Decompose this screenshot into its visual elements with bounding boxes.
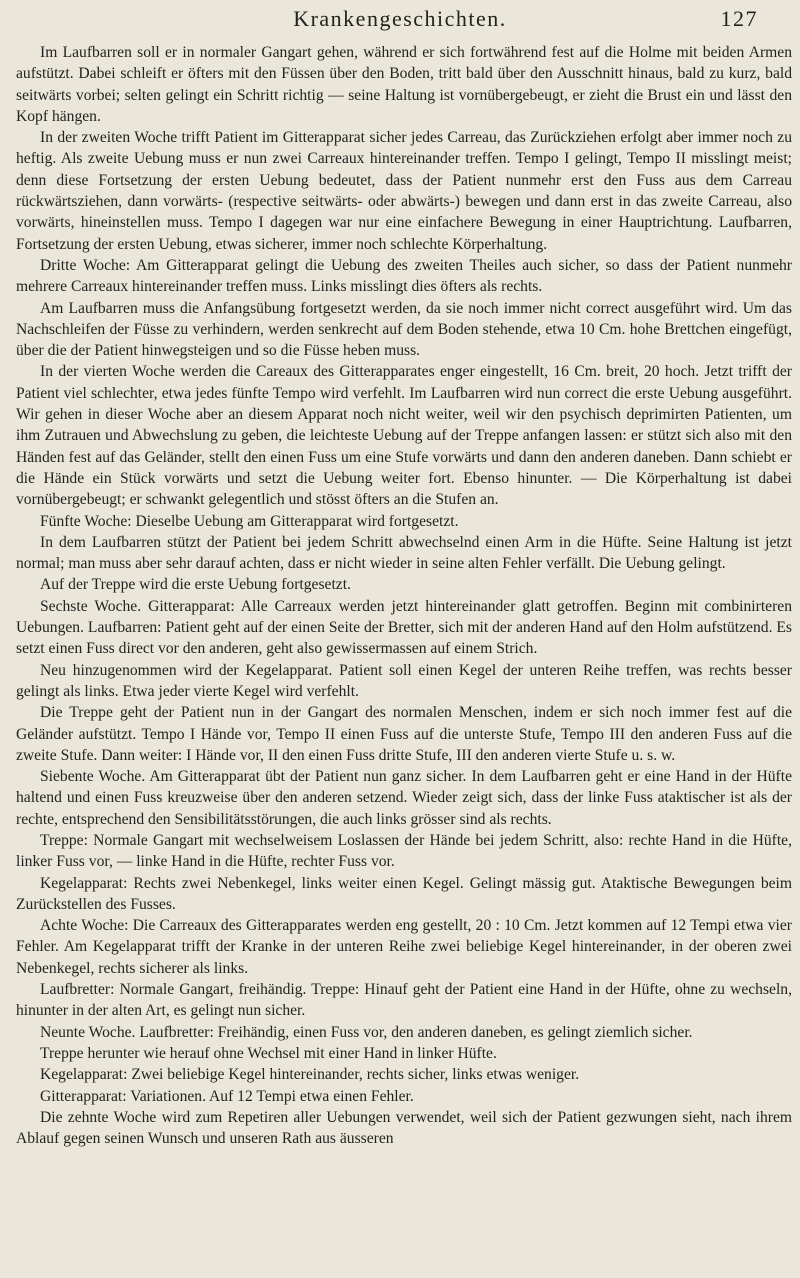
paragraph: Achte Woche: Die Carreaux des Gitterapparates werden eng gestellt, 20 : 10 Cm. Jetzt kommen auf 12 Tempi etwa vier Fehler. Am Kegelapparat trifft der Kranke in der unteren Reihe zwei beliebige Kegel hintereinander, in der oberen zwei Nebenkegel, rechts sicherer als links. <box>16 917 792 977</box>
paragraph: Sechste Woche. Gitterapparat: Alle Carreaux werden jetzt hintereinander glatt getroffen. Beginn mit combinirteren Uebungen. Laufbarren: Patient geht auf der einen Seite der Bretter, sich mit der anderen Hand auf den Holm aufstützend. Es setzt einen Fuss direct vor den anderen, geht also gewissermassen auf einem Strich. <box>16 597 792 658</box>
paragraph: Neu hinzugenommen wird der Kegelapparat. Patient soll einen Kegel der unteren Reihe treffen, was rechts besser gelingt als links. Etwa jeder vierte Kegel wird verfehlt. <box>16 661 792 700</box>
running-header <box>0 6 800 34</box>
paragraph: In der zweiten Woche trifft Patient im Gitterapparat sicher jedes Carreau, das Zurückziehen erfolgt aber immer noch zu heftig. Als zweite Uebung muss er nun zwei Carreaux hintereinander treffen. Tempo I gelingt, Tempo II misslingt meist; denn diese Fortsetzung der ersten Uebung bedeutet, dass der Patient nunmehr erst den Fuss aus dem Carreau rückwärtsziehen, dann vorwärts- (respective seitwärts- oder abwärts-) bewegen und dann erst in das zweite Carreau, also vorwärts, hineinstellen muss. Tempo I dagegen war nur eine einfachere Bewegung in einer Hauptrichtung. Laufbarren, Fortsetzung der ersten Uebung, etwas sicherer, immer noch schlechte Körperhaltung. <box>16 129 792 253</box>
body-text <box>16 42 792 1149</box>
paragraph: Treppe herunter wie herauf ohne Wechsel mit einer Hand in linker Hüfte. <box>40 1044 497 1062</box>
paragraph: Am Laufbarren muss die Anfangsübung fortgesetzt werden, da sie noch immer nicht correct ausgeführt wird. Um das Nachschleifen der Füsse zu verhindern, werden senkrecht auf dem Boden stehende, etwa 10 Cm. hohe Brettchen eingefügt, über die der Patient hinwegsteigen und so die Füsse heben muss. <box>16 299 792 360</box>
paragraph: Dritte Woche: Am Gitterapparat gelingt die Uebung des zweiten Theiles auch sicher, so dass der Patient nunmehr mehrere Carreaux hintereinander treffen muss. Links misslingt dies öfters als rechts. <box>16 256 792 296</box>
paragraph: Auf der Treppe wird die erste Uebung fortgesetzt. <box>40 576 351 594</box>
paragraph: Treppe: Normale Gangart mit wechselweisem Loslassen der Hände bei jedem Schritt, also: rechte Hand in die Hüfte, linker Fuss vor, — linke Hand in die Hüfte, rechter Fuss vor. <box>16 831 792 871</box>
running-title: Krankengeschichten. <box>293 6 507 31</box>
paragraph: In der vierten Woche werden die Careaux des Gitterapparates enger eingestellt, 16 Cm. breit, 20 hoch. Jetzt trifft der Patient viel schlechter, etwa jedes fünfte Tempo wird verfehlt. Im Laufbarren wird nun correct die erste Uebung ausgeführt. Wir gehen in dieser Woche aber an diesem Apparat noch nicht weiter, weil wir den psychisch deprimirten Patienten, um ihm Zutrauen und Abwechslung zu geben, die leichteste Uebung auf der Treppe anfangen lassen: er stützt sich also mit den Händen fest auf das Geländer, stellt den einen Fuss um eine Stufe vorwärts und dann den anderen daneben. Dann schiebt er die Hände ein Stück vorwärts und setzt die Uebung weiter fort. Ebenso hinunter. — Die Körperhaltung ist dabei vornübergebeugt; er schwankt gelegentlich und stösst öfters an die Stufen an. <box>16 363 792 509</box>
paragraph: In dem Laufbarren stützt der Patient bei jedem Schritt abwechselnd einen Arm in die Hüfte. Seine Haltung ist jetzt normal; man muss aber sehr darauf achten, dass er nicht wieder in seine alten Fehler verfällt. Die Uebung gelingt. <box>16 533 792 573</box>
paragraph: Die zehnte Woche wird zum Repetiren aller Uebungen verwendet, weil sich der Patient gezwungen sieht, nach ihrem Ablauf gegen seinen Wunsch und unseren Rath aus äusseren <box>16 1108 792 1148</box>
paragraph: Neunte Woche. Laufbretter: Freihändig, einen Fuss vor, den anderen daneben, es gelingt ziemlich sicher. <box>40 1023 693 1041</box>
paragraph: Die Treppe geht der Patient nun in der Gangart des normalen Menschen, indem er sich noch immer fest auf die Geländer aufstützt. Tempo I Hände vor, Tempo II einen Fuss auf die unterste Stufe, Tempo III den anderen Fuss auf die zweite Stufe. Dann weiter: I Hände vor, II den einen Fuss dritte Stufe, III den anderen vierte Stufe u. s. w. <box>16 704 792 764</box>
paragraph: Fünfte Woche: Dieselbe Uebung am Gitterapparat wird fortgesetzt. <box>40 512 459 530</box>
paragraph: Gitterapparat: Variationen. Auf 12 Tempi etwa einen Fehler. <box>40 1087 414 1105</box>
paragraph: Im Laufbarren soll er in normaler Gangart gehen, während er sich fortwährend fest auf die Holme mit beiden Armen aufstützt. Dabei schleift er öfters mit den Füssen über den Boden, tritt bald über den Ausschnitt hinaus, bald zu kurz, bald seitwärts vorbei; selten gelingt ein Schritt richtig — seine Haltung ist vornübergebeugt, er zieht die Brust ein und lässt den Kopf hängen. <box>16 44 792 125</box>
paragraph: Siebente Woche. Am Gitterapparat übt der Patient nun ganz sicher. In dem Laufbarren geht er eine Hand in der Hüfte haltend und einen Fuss kreuzweise über den anderen setzend. Wieder zeigt sich, dass der linke Fuss ataktischer ist als der rechte, entsprechend den Sensibilitätsstörungen, die auch links grösser sind als rechts. <box>16 768 792 828</box>
page-number: 127 <box>720 6 758 31</box>
paragraph: Kegelapparat: Rechts zwei Nebenkegel, links weiter einen Kegel. Gelingt mässig gut. Ataktische Bewegungen beim Zurückstellen des Fusses. <box>16 874 792 913</box>
paragraph: Kegelapparat: Zwei beliebige Kegel hintereinander, rechts sicher, links etwas weniger. <box>40 1066 580 1084</box>
paragraph: Laufbretter: Normale Gangart, freihändig. Treppe: Hinauf geht der Patient eine Hand in der Hüfte, ohne zu wechseln, hinunter in der alten Art, es gelingt nun sicher. <box>16 981 792 1020</box>
